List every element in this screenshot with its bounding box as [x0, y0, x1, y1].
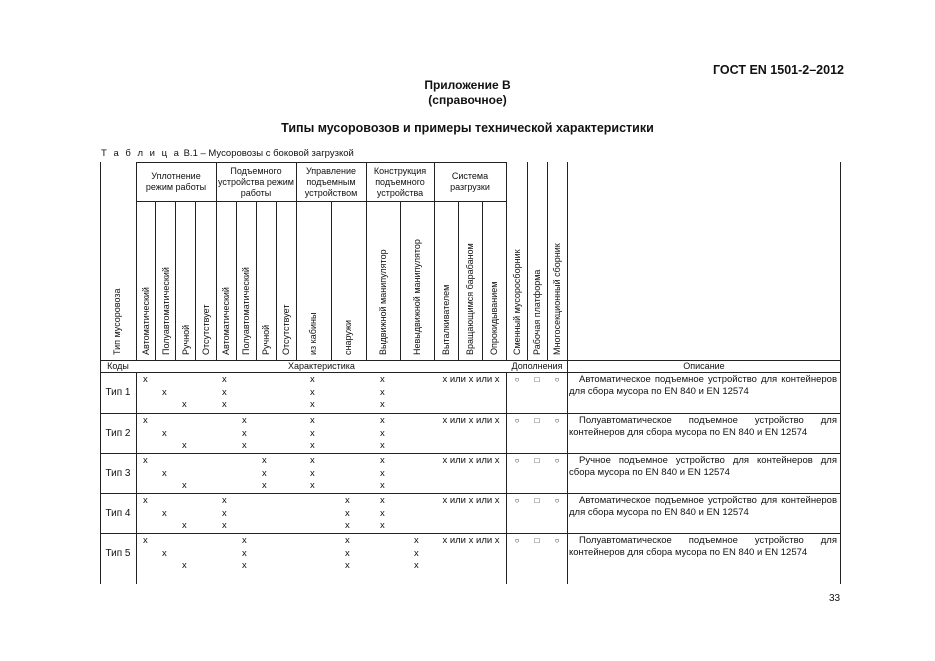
check-mark: x [242, 440, 247, 451]
check-mark: x [310, 415, 315, 426]
col-compaction-manual: Ручной [181, 324, 191, 355]
group-control: Управление подъемным устройством [304, 166, 358, 198]
subheader-additions: Дополнения [511, 361, 563, 371]
check-mark: x [242, 535, 247, 546]
col-add-multisection: Многосекционный сборник [552, 243, 562, 355]
check-mark: x [310, 427, 315, 439]
row-code: Тип 1 [105, 387, 131, 398]
col-unload-pusher: Выталкивателем [441, 284, 451, 355]
addition-platform: □ [534, 536, 540, 545]
appendix-title: Приложение В [424, 78, 511, 92]
check-mark: x [310, 467, 315, 479]
row-code: Тип 4 [105, 508, 131, 519]
addition-container: ○ [514, 496, 520, 505]
col-lifting-manual: Ручной [261, 324, 271, 355]
check-mark: x [380, 520, 385, 531]
addition-platform: □ [534, 496, 540, 505]
check-mark: x [310, 480, 315, 491]
check-mark: x [262, 455, 267, 466]
col-unload-drum: Вращающимся барабаном [465, 243, 475, 355]
col-add-platform: Рабочая платформа [532, 269, 542, 355]
col-design-extendable: Выдвижной манипулятор [378, 249, 388, 355]
page-title: Типы мусоровозов и примеры технической характеристики [281, 121, 654, 135]
unloading-options: x или x или x [442, 374, 500, 385]
addition-multisection: ○ [554, 375, 560, 384]
check-mark: x [262, 480, 267, 491]
check-mark: x [143, 455, 148, 466]
check-mark: x [380, 399, 385, 410]
group-compaction: Уплотнение режим работы [145, 171, 207, 192]
check-mark: x [380, 455, 385, 466]
row-description: Автоматическое подъемное устройство для контейнеров для сбора мусора по EN 840 и EN 12574 [569, 374, 837, 397]
check-mark: x [182, 480, 187, 491]
check-mark: x [143, 374, 148, 385]
unloading-options: x или x или x [442, 455, 500, 466]
col-control-outside: снаружи [343, 319, 353, 355]
check-mark: x [345, 495, 350, 506]
col-compaction-none: Отсутствует [201, 304, 211, 355]
col-unload-tipping: Опрокидыванием [489, 281, 499, 355]
group-unloading: Система разгрузки [450, 171, 490, 192]
addition-multisection: ○ [554, 416, 560, 425]
subheader-characteristic: Характеристика [288, 361, 355, 371]
row-code: Тип 5 [105, 548, 131, 559]
check-mark: x [380, 495, 385, 506]
row-code: Тип 2 [105, 428, 131, 439]
addition-container: ○ [514, 456, 520, 465]
group-design: Конструкция подъемного устройства [373, 166, 427, 198]
check-mark: x [222, 507, 227, 519]
check-mark: x [262, 467, 267, 479]
check-mark: x [182, 560, 187, 571]
check-mark: x [222, 386, 227, 398]
col-lifting-semi: Полуавтоматический [241, 267, 251, 355]
check-mark: x [143, 535, 148, 546]
check-mark: x [380, 507, 385, 519]
col-lifting-auto: Автоматический [221, 287, 231, 355]
check-mark: x [310, 386, 315, 398]
check-mark: x [242, 415, 247, 426]
row-description: Ручное подъемное устройство для контейнеров для сбора мусора по EN 840 и EN 12574 [569, 455, 837, 478]
addition-multisection: ○ [554, 536, 560, 545]
check-mark: x [380, 480, 385, 491]
check-mark: x [222, 374, 227, 385]
check-mark: x [380, 427, 385, 439]
col-design-fixed: Невыдвижной манипулятор [412, 239, 422, 355]
check-mark: x [242, 560, 247, 571]
row-description: Полуавтоматическое подъемное устройство для контейнеров для сбора мусора по EN 840 и EN 12574 [569, 415, 837, 438]
group-lifting: Подъемного устройства режим работы [217, 166, 294, 198]
check-mark: x [310, 399, 315, 410]
addition-multisection: ○ [554, 496, 560, 505]
row-code: Тип 3 [105, 468, 131, 479]
standard-number: ГОСТ EN 1501-2–2012 [713, 63, 844, 77]
appendix-note: (справочное) [428, 93, 507, 107]
col-vehicle-type: Тип мусоровоза [112, 288, 122, 355]
addition-platform: □ [534, 456, 540, 465]
check-mark: x [162, 386, 167, 398]
check-mark: x [242, 547, 247, 559]
subheader-codes: Коды [107, 361, 129, 371]
subheader-description: Описание [683, 361, 725, 371]
check-mark: x [182, 440, 187, 451]
check-mark: x [162, 507, 167, 519]
check-mark: x [345, 560, 350, 571]
check-mark: x [414, 560, 419, 571]
unloading-options: x или x или x [442, 495, 500, 506]
check-mark: x [162, 427, 167, 439]
check-mark: x [380, 440, 385, 451]
addition-container: ○ [514, 375, 520, 384]
col-control-cabin: из кабины [308, 312, 318, 355]
check-mark: x [345, 507, 350, 519]
appendix-heading [0, 78, 935, 108]
page-number: 33 [829, 593, 841, 604]
table-caption [101, 148, 354, 159]
check-mark: x [380, 415, 385, 426]
addition-platform: □ [534, 416, 540, 425]
check-mark: x [380, 374, 385, 385]
row-description: Полуавтоматическое подъемное устройство для контейнеров для сбора мусора по EN 840 и EN 12574 [569, 535, 837, 558]
check-mark: x [182, 520, 187, 531]
check-mark: x [345, 547, 350, 559]
addition-platform: □ [534, 375, 540, 384]
check-mark: x [222, 520, 227, 531]
check-mark: x [380, 467, 385, 479]
addition-container: ○ [514, 416, 520, 425]
check-mark: x [222, 399, 227, 410]
check-mark: x [222, 495, 227, 506]
check-mark: x [345, 520, 350, 531]
unloading-options: x или x или x [442, 535, 500, 546]
check-mark: x [162, 547, 167, 559]
check-mark: x [162, 467, 167, 479]
check-mark: x [414, 547, 419, 559]
caption-text: В.1 – Мусоровозы с боковой загрузкой [180, 148, 354, 159]
addition-container: ○ [514, 536, 520, 545]
check-mark: x [143, 415, 148, 426]
unloading-options: x или x или x [442, 415, 500, 426]
check-mark: x [182, 399, 187, 410]
col-compaction-semi: Полуавтоматический [161, 267, 171, 355]
check-mark: x [380, 386, 385, 398]
caption-prefix: Т а б л и ц а [101, 148, 181, 159]
check-mark: x [310, 455, 315, 466]
check-mark: x [310, 440, 315, 451]
check-mark: x [310, 374, 315, 385]
check-mark: x [414, 535, 419, 546]
addition-multisection: ○ [554, 456, 560, 465]
check-mark: x [143, 495, 148, 506]
col-compaction-auto: Автоматический [141, 287, 151, 355]
col-lifting-none: Отсутствует [281, 304, 291, 355]
col-add-container: Сменный мусоросборник [512, 249, 522, 355]
row-description: Автоматическое подъемное устройство для контейнеров для сбора мусора по EN 840 и EN 12574 [569, 495, 837, 518]
check-mark: x [242, 427, 247, 439]
check-mark: x [345, 535, 350, 546]
